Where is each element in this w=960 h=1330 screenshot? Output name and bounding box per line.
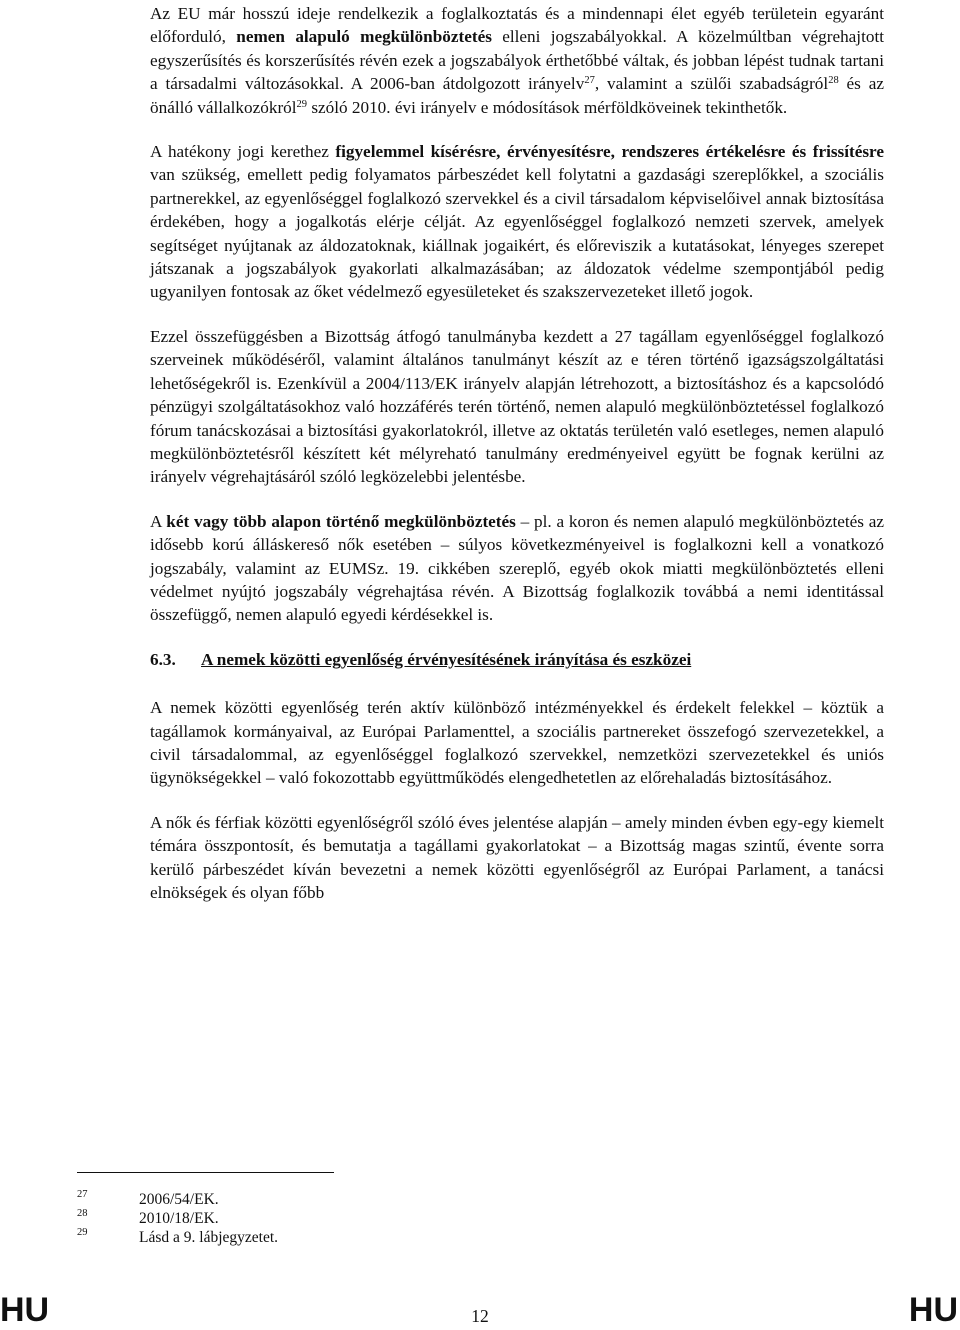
bold-text: figyelemmel kísérésre, érvényesítésre, rendszeres értékelésre és frissítésre bbox=[335, 142, 884, 162]
paragraph-legislation bbox=[150, 2, 884, 119]
text: A nemek közötti egyenlőség terén aktív különböző intézményekkel és érdekelt felekkel – köztük a tagállamok kormányaival, az Európai Parlamenttel, a szociális partnereket összefogó szervezetekkel, a civil társadalommal, az egyenlőséggel foglalkozó szervekkel, nemzetközi szervezetekkel és uniós ügynökségekkel – való fokozottabb együttműködés elengedhetetlen az előrehaladás biztosításához. bbox=[150, 698, 884, 788]
section-number: 6.3. bbox=[150, 649, 176, 669]
footnote-separator bbox=[77, 1172, 334, 1173]
footnote-text: Lásd a 9. lábjegyzetet. bbox=[139, 1229, 279, 1246]
footnote-ref[interactable]: 29 bbox=[296, 98, 308, 110]
footnote-ref[interactable]: 28 bbox=[828, 75, 839, 87]
footnote-text: 2006/54/EK. bbox=[139, 1191, 219, 1208]
footnote-ref[interactable]: 27 bbox=[584, 75, 595, 87]
footnote-text: 2010/18/EK. bbox=[139, 1210, 219, 1227]
paragraph-multiple-discrimination bbox=[150, 510, 884, 627]
paragraph-cooperation bbox=[150, 696, 884, 790]
footnote-number: 29 bbox=[77, 1227, 88, 1238]
page-number: 12 bbox=[471, 1306, 489, 1326]
footer-language-right: HU bbox=[908, 1291, 958, 1329]
paragraph-legal-framework bbox=[150, 140, 884, 304]
footnote-number: 27 bbox=[77, 1189, 88, 1200]
text: , valamint a szülői szabadságról bbox=[594, 74, 829, 94]
section-heading bbox=[150, 648, 884, 671]
footer-language-left: HU bbox=[0, 1291, 50, 1329]
bold-text: két vagy több alapon történő megkülönböztetés bbox=[166, 511, 516, 531]
text: és az önálló vállalkozókról bbox=[150, 74, 885, 117]
bold-text: nemen alapuló megkülönböztetés bbox=[236, 27, 492, 47]
text: elleni jogszabályokkal. A közelmúltban végrehajtott egyszerűsítés és korszerűsítés révén ezek a jogszabályok érthetőbbé váltak, és jobban lépést tudnak tartani a társadalmi változásokkal. A 2006-ban átdolgozott irányelv bbox=[150, 27, 884, 94]
text: – pl. a koron és nemen alapuló megkülönböztetés az idősebb korú álláskereső nők esetében – súlyos következményeivel is foglalkozni kell a vonatkozó jogszabály, valamint az EUMSz. 19. cikkében szereplő, egyéb okok miatti megkülönböztetés elleni védelmet nyújtó jogszabály végrehajtása révén. A Bizottság foglalkozik továbbá a nemi identitással összefüggő, nemen alapuló egyedi kérdésekkel is. bbox=[150, 511, 884, 625]
text: Ezzel összefüggésben a Bizottság átfogó tanulmányba kezdett a 27 tagállam egyenlőséggel foglalkozó szerveinek működéséről, valamint általános tanulmányt készít az e téren történő igazságszolgáltatási lehetőségekről is. Ezenkívül a 2004/113/EK irányelv alapján létrehozott, a biztosításhoz és a kapcsolódó pénzügyi szolgáltatásokhoz való hozzáférés terén történő, nemen alapuló megkülönböztetéssel foglalkozó fórum tanácskozásai a biztosítási gyakorlatokról, illetve az oktatás területén való esetleges, nemen alapuló megkülönböztetésről készített két mélyreható tanulmány eredményeivel együtt be fognak kerülni az irányelv végrehajtásáról szóló legközelebbi jelentésbe. bbox=[150, 326, 884, 487]
text: A nők és férfiak közötti egyenlőségről szóló éves jelentése alapján – amely minden évben egy-egy kiemelt témára összpontosít, és bemutatja a tagállami gyakorlatokat – a Bizottság magas szintű, évente sorra kerülő párbeszédet kíván bevezetni a nemek közötti egyenlőségről az Európai Parlament, a tanácsi elnökségek és olyan főbb bbox=[150, 812, 884, 902]
text: A bbox=[150, 511, 167, 531]
paragraph-study bbox=[150, 325, 884, 489]
paragraph-annual-report bbox=[150, 811, 884, 905]
text: van szükség, emellett pedig folyamatos párbeszédet kell folytatni a gazdasági szereplőkkel, a szociális partnerekkel, az egyenlőséggel foglalkozó szervekkel és a civil társadalom képviselőivel annak biztosítása érdekében, hogy a jogalkotás elérje célját. Az egyenlőséggel foglalkozó nemzeti szervek, amelyek segítséget nyújtanak az áldozatoknak, kiállnak jogaikért, és előreviszik a kutatásokat, lényeges szerepet játszanak a jogszabályok gyakorlati alkalmazásában; az áldozatok védelme szempontjából pedig ugyanilyen fontosak az őket védelmező egyesületeket és szakszervezeteket illető jogok. bbox=[150, 165, 884, 302]
page-content bbox=[150, 2, 884, 925]
section-title: A nemek közötti egyenlőség érvényesítésének irányítása és eszközei bbox=[201, 649, 692, 669]
text: Az EU már hosszú ideje rendelkezik a foglalkoztatás és a mindennapi élet egyéb területein egyaránt előforduló, bbox=[150, 4, 884, 47]
footnote-number: 28 bbox=[77, 1208, 88, 1219]
text: A hatékony jogi kerethez bbox=[150, 142, 336, 162]
text: szóló 2010. évi irányelv e módosítások mérföldköveinek tekinthetők. bbox=[307, 97, 788, 117]
